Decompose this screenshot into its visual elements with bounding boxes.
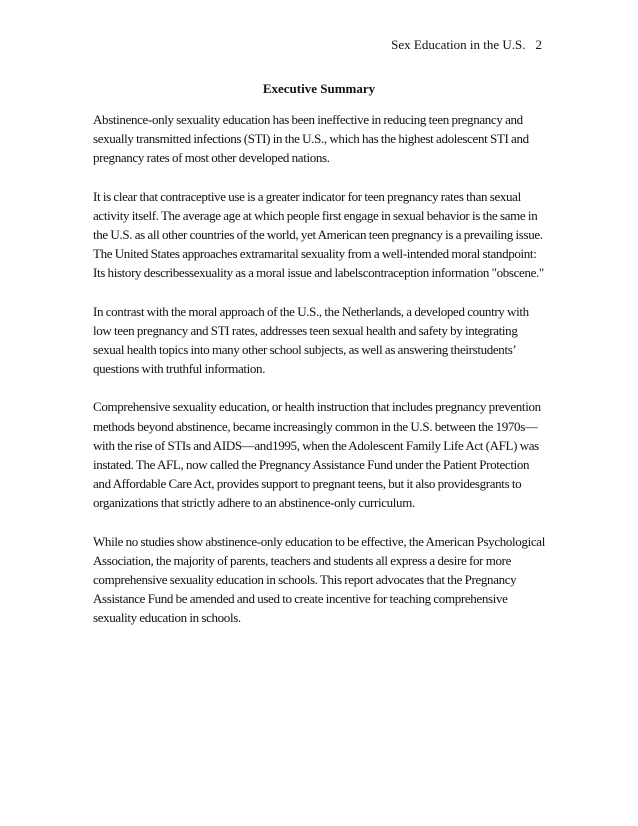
- paragraph-abstinence-ineffective: Abstinence-only sexuality education has been ineffective in reducing teen pregnancy and sexually transmitted infections (STI) in the U.S., which has the highest adolescent STI and pregnancy rates of most other developed nations.: [93, 112, 529, 166]
- paragraph-contraceptive-use: It is clear that contraceptive use is a greater indicator for teen pregnancy rates than sexual activity itself. The average age at which people first engage in sexual behavior is the same in the U.S. as all other countries of the world, yet American teen pregnancy is a prevailing issue. The United States approaches extramarital sexuality from a well-intended moral standpoint: Its history describessexuality as a moral issue and labelscontraception information "obscene.": [93, 188, 544, 281]
- document-title: Executive Summary: [262, 81, 376, 96]
- paragraph-recommendation: While no studies show abstinence-only education to be effective, the American Psychological Association, the majority of parents, teachers and students all express a desire for more comprehensive sexuality education in schools. This report advocates that the Pregnancy Assistance Fund be amended and used to create incentive for teaching comprehensive sexuality education in schools.: [93, 533, 545, 626]
- page-number: 2: [535, 37, 542, 52]
- paragraph-comprehensive-education: Comprehensive sexuality education, or health instruction that includes pregnancy prevention methods beyond abstinence, became increasingly common in the U.S. between the 1970s—with the rise of STIs and AIDS—and1995, when the Adolescent Family Life Act (AFL) was instated. The AFL, now called the Pregnancy Assistance Fund under the Patient Protection and Affordable Care Act, provides support to pregnant teens, but it also providesgrants to organizations that strictly adhere to an abstinence-only curriculum.: [93, 399, 541, 511]
- running-title: Sex Education in the U.S.: [391, 37, 526, 52]
- running-header: [391, 37, 542, 53]
- document-body: [93, 110, 549, 647]
- paragraph-netherlands-contrast: In contrast with the moral approach of the U.S., the Netherlands, a developed country with low teen pregnancy and STI rates, addresses teen sexual health and safety by integrating sexual health topics into many other school subjects, as well as answering theirstudents’ questions with truthful information.: [93, 303, 529, 377]
